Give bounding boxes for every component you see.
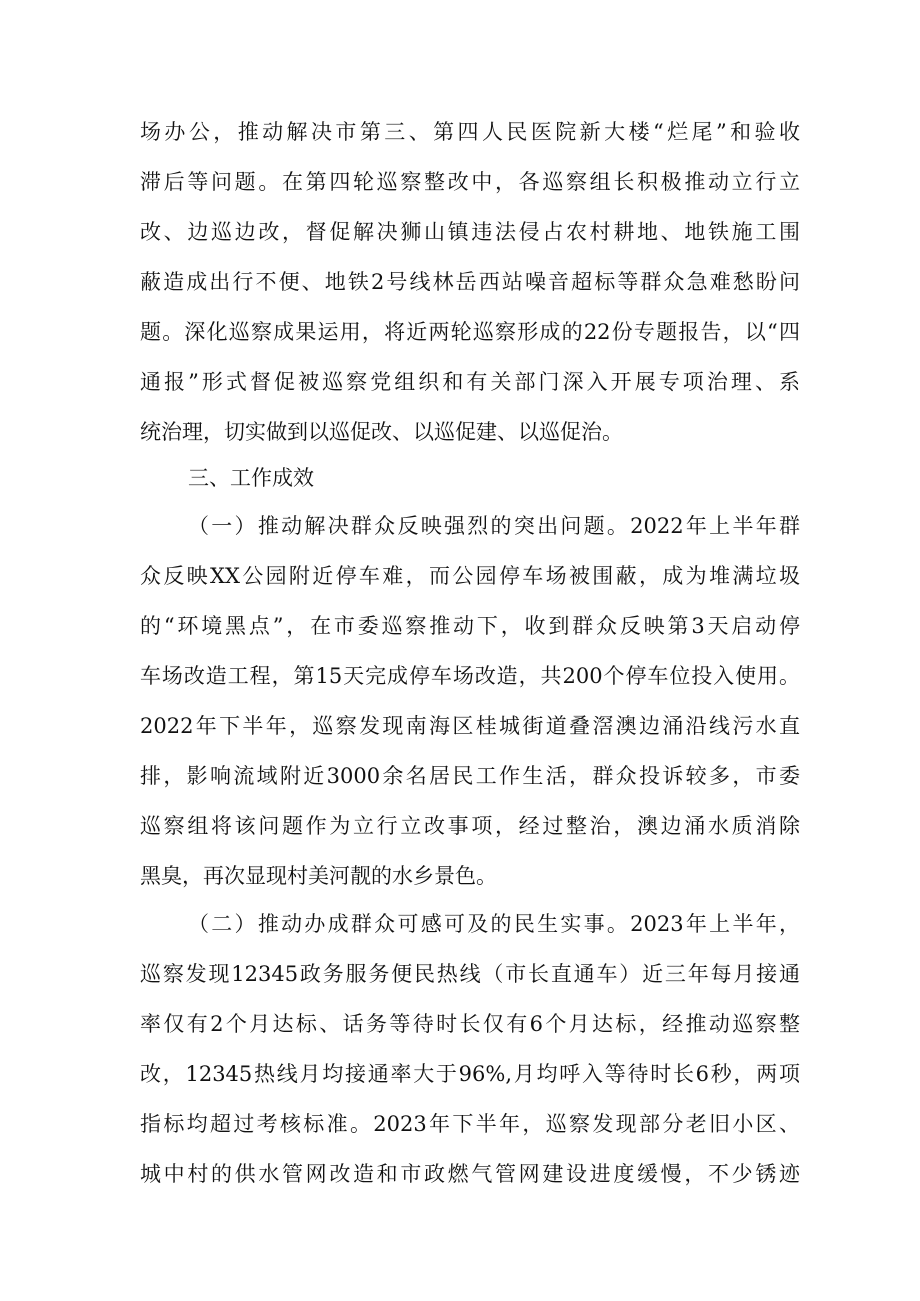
text-line: （一）推动解决群众反映强烈的突出问题。2022年上半年群 (188, 514, 800, 538)
text-line: 场办公，推动解决市第三、第四人民医院新大楼“烂尾”和验收 (140, 120, 800, 144)
text-line: 巡察发现12345政务服务便民热线（市长直通车）近三年每月接通 (140, 962, 800, 986)
text-line: 统治理，切实做到以巡促改、以巡促建、以巡促治。 (140, 420, 623, 444)
text-line: 改、边巡边改，督促解决狮山镇违法侵占农村耕地、地铁施工围 (140, 220, 800, 244)
text-line: 改，12345热线月均接通率大于96%,月均呼入等待时长6秒，两项 (140, 1062, 800, 1086)
text-line: 2022年下半年，巡察发现南海区桂城街道叠滘澳边涌沿线污水直 (140, 714, 800, 738)
section-heading: 三、工作成效 (188, 466, 314, 490)
text-line: 蔽造成出行不便、地铁2号线林岳西站噪音超标等群众急难愁盼问 (140, 270, 800, 294)
text-line: （二）推动办成群众可感可及的民生实事。2023年上半年， (188, 912, 800, 936)
text-line: 排，影响流域附近3000余名居民工作生活，群众投诉较多，市委 (140, 764, 800, 788)
text-line: 滞后等问题。在第四轮巡察整改中，各巡察组长积极推动立行立 (140, 170, 800, 194)
text-line: 指标均超过考核标准。2023年下半年，巡察发现部分老旧小区、 (140, 1112, 800, 1136)
text-line: 车场改造工程，第15天完成停车场改造，共200个停车位投入使用。 (140, 664, 800, 688)
text-line: 题。深化巡察成果运用，将近两轮巡察形成的22份专题报告，以“四 (140, 320, 800, 344)
text-line: 通报”形式督促被巡察党组织和有关部门深入开展专项治理、系 (140, 370, 800, 394)
text-line: 率仅有2个月达标、话务等待时长仅有6个月达标，经推动巡察整 (140, 1012, 800, 1036)
text-line: 的“环境黑点”，在市委巡察推动下，收到群众反映第3天启动停 (140, 614, 800, 638)
text-line: 众反映XX公园附近停车难，而公园停车场被围蔽，成为堆满垃圾 (140, 564, 800, 588)
text-line: 城中村的供水管网改造和市政燃气管网建设进度缓慢，不少锈迹 (140, 1162, 800, 1186)
text-line: 巡察组将该问题作为立行立改事项，经过整治，澳边涌水质消除 (140, 814, 800, 838)
text-line: 黑臭，再次显现村美河靓的水乡景色。 (140, 864, 497, 888)
